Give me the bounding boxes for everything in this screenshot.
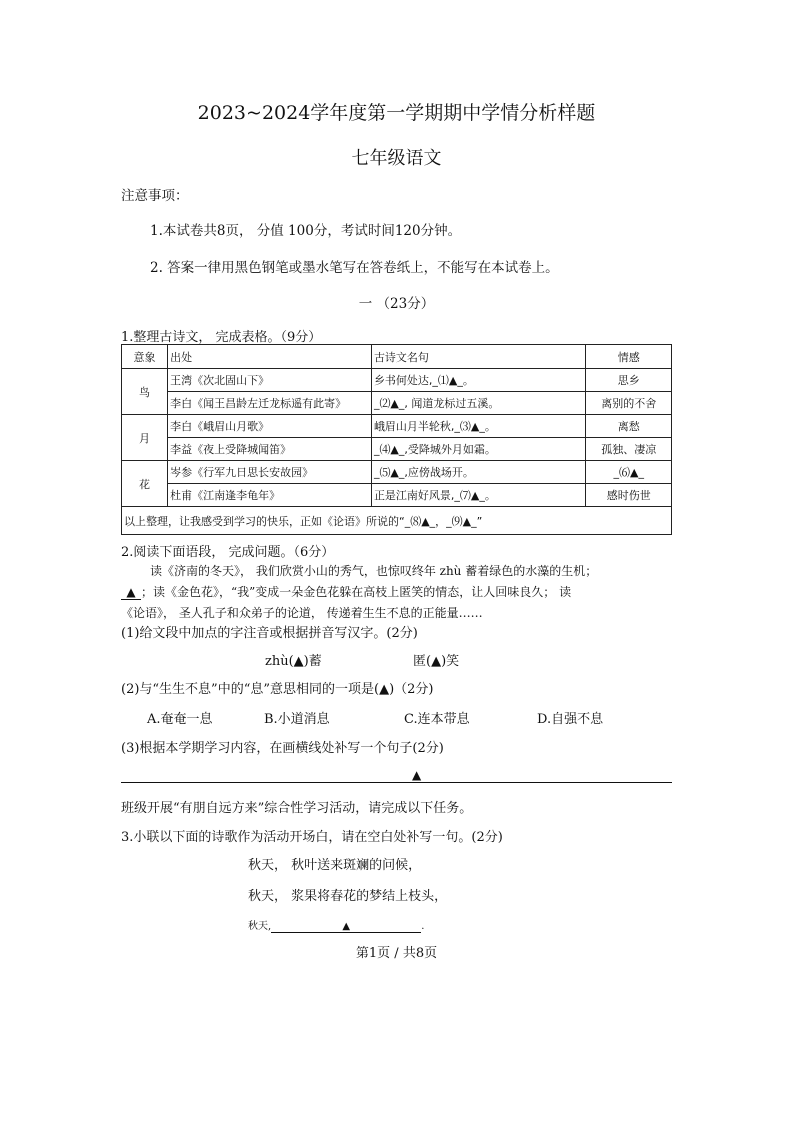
q2-para-blank: ▲ <box>121 585 141 600</box>
notes-heading: 注意事项： <box>121 188 189 204</box>
poem-blank: ▲ <box>271 921 421 933</box>
cell-verse: _⑵▲_, 闻道龙标过五溪。 <box>371 392 586 415</box>
table-header-row <box>122 345 672 369</box>
cell-source: 李白《闻王昌龄左迁龙标遥有此寄》 <box>168 392 372 415</box>
header-imagery: 意象 <box>122 345 168 369</box>
cell-emotion: 离别的不舍 <box>586 392 672 415</box>
q2-sub-1: (1)给文段中加点的字注音或根据拼音写汉字。(2分) <box>121 626 418 641</box>
table-row <box>122 415 672 438</box>
cell-emotion: 离愁 <box>586 415 672 438</box>
poem-line-3 <box>248 917 424 933</box>
cell-source: 李白《峨眉山月歌》 <box>168 415 372 438</box>
q2-para-line-3: 《论语》， 圣人孔子和众弟子的论道， 传递着生生不息的正能量…… <box>121 606 483 620</box>
q2-fill-b: 匿(▲)笑 <box>413 654 460 669</box>
option-a: A.奄奄一息 <box>147 712 213 727</box>
group-flower: 花 <box>122 461 168 507</box>
q2-sub-3: (3)根据本学期学习内容，在画横线处补写一个句子(2分) <box>121 741 444 756</box>
cell-source: 李益《夜上受降城闻笛》 <box>168 438 372 461</box>
exam-subtitle: 七年级语文 <box>351 148 442 169</box>
cell-source: 岑参《行军九日思长安故园》 <box>168 461 372 484</box>
table-row <box>122 438 672 461</box>
q2-para-line-2 <box>121 583 571 600</box>
table-footer-row <box>122 507 672 535</box>
q2-para-line-1: 读《济南的冬天》， 我们欣赏小山的秀气，也惊叹终年 zhù 蓄着绿色的水藻的生机； <box>150 564 598 578</box>
cell-emotion: 思乡 <box>586 369 672 392</box>
q2-fill-a: zhù(▲)蓄 <box>265 654 322 669</box>
q2-answer-mark: ▲ <box>412 768 422 782</box>
header-source: 出处 <box>168 345 372 369</box>
q1-stem: 1.整理古诗文， 完成表格。（9分） <box>121 330 322 345</box>
option-b: B.小道消息 <box>264 712 330 727</box>
group-moon: 月 <box>122 415 168 461</box>
table-row <box>122 392 672 415</box>
page-number: 第1页 / 共8页 <box>355 946 438 961</box>
cell-verse: 正是江南好风景,_⑺▲_。 <box>371 484 586 507</box>
table-footer: 以上整理，让我感受到学习的快乐，正如《论语》所说的“_⑻▲_，_⑼▲_” <box>122 507 672 535</box>
section-label: 一 （23分） <box>358 296 435 312</box>
table-row <box>122 484 672 507</box>
cell-verse: _⑸▲_,应傍战场开。 <box>371 461 586 484</box>
cell-source: 杜甫《江南逢李龟年》 <box>168 484 372 507</box>
q2-sub-2: (2)与“生生不息”中的“息”意思相同的一项是(▲)（2分) <box>121 682 434 697</box>
poem-line-2: 秋天， 浆果将春花的梦结上枝头， <box>248 889 448 904</box>
table-row <box>122 461 672 484</box>
option-d: D.自强不息 <box>537 712 604 727</box>
cell-emotion: 孤独、凄凉 <box>586 438 672 461</box>
exam-title: 2023~2024学年度第一学期期中学情分析样题 <box>197 102 596 124</box>
q3-stem: 3.小联以下面的诗歌作为活动开场白，请在空白处补写一句。(2分) <box>121 830 503 845</box>
activity-intro: 班级开展“有朋自远方来”综合性学习活动，请完成以下任务。 <box>121 801 473 816</box>
q2-stem: 2.阅读下面语段， 完成问题。（6分） <box>121 545 335 560</box>
notes-item-1: 1.本试卷共8页， 分值 100分，考试时间120分钟。 <box>150 223 462 239</box>
q2-para-line-2-text: ；读《金色花》，“我”变成一朵金色花躲在高枝上匿笑的情态，让人回味良久； 读 <box>141 585 572 599</box>
cell-verse: 峨眉山月半轮秋,_⑶▲_。 <box>371 415 586 438</box>
notes-item-2: 2. 答案一律用黑色钢笔或墨水笔写在答卷纸上，不能写在本试卷上。 <box>150 260 559 276</box>
option-c: C.连本带息 <box>404 712 470 727</box>
cell-emotion: 感时伤世 <box>586 484 672 507</box>
table-row <box>122 369 672 392</box>
answer-line <box>121 782 672 783</box>
cell-verse: _⑷▲_,受降城外月如霜。 <box>371 438 586 461</box>
cell-emotion: _⑹▲_ <box>586 461 672 484</box>
cell-verse: 乡书何处达,_⑴▲_。 <box>371 369 586 392</box>
poem-line-3-prefix: 秋天, <box>248 921 272 932</box>
header-emotion: 情感 <box>586 345 672 369</box>
cell-source: 王湾《次北固山下》 <box>168 369 372 392</box>
group-bird: 鸟 <box>122 369 168 415</box>
header-verse: 古诗文名句 <box>371 345 586 369</box>
poem-table <box>121 344 672 535</box>
poem-line-3-suffix: . <box>421 921 425 932</box>
poem-line-1: 秋天， 秋叶送来斑斓的问候， <box>248 858 422 873</box>
